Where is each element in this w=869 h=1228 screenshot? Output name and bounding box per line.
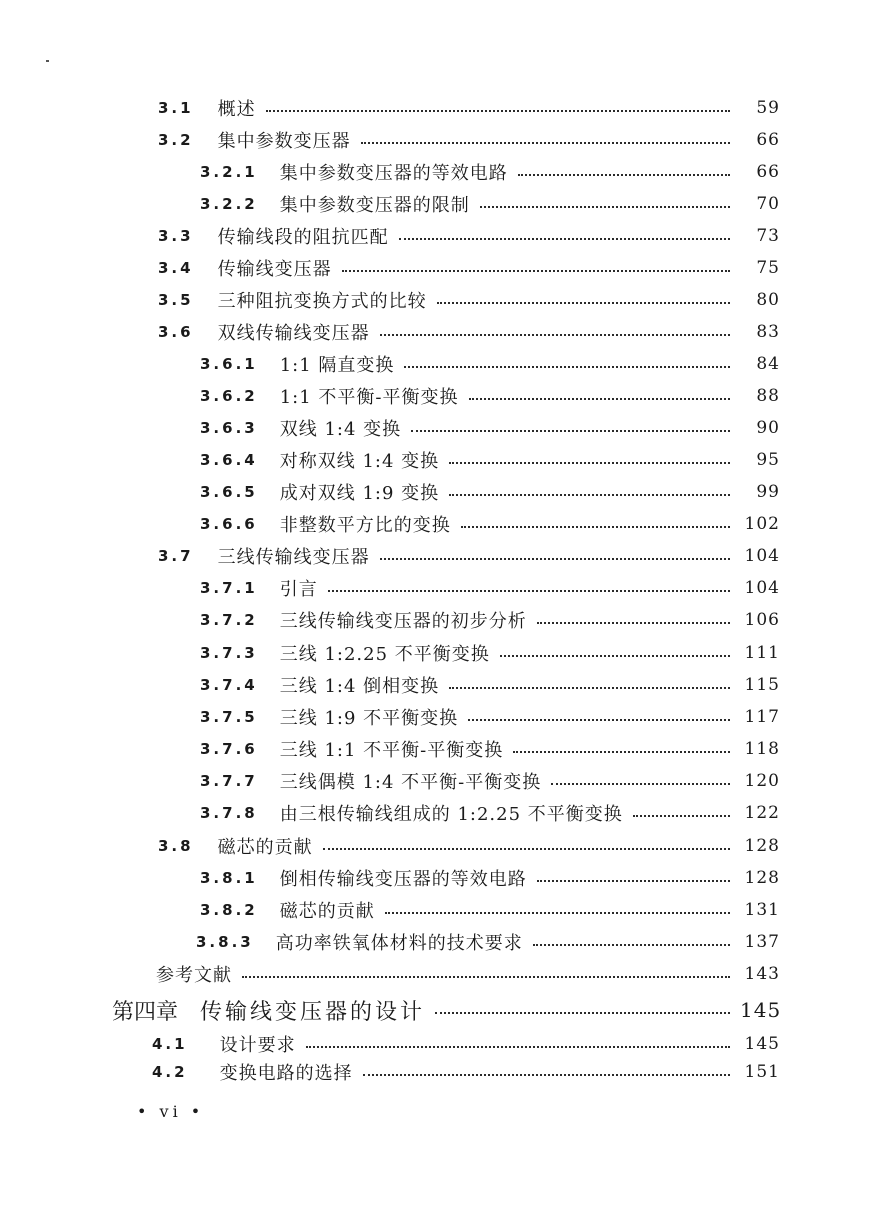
dot-leader xyxy=(518,174,730,176)
toc-number: 3.6.1 xyxy=(200,355,258,373)
toc-number: 3.6.2 xyxy=(200,387,258,405)
dot-leader xyxy=(449,462,730,464)
toc-entry-3-7-1 xyxy=(200,574,780,602)
toc-title: 磁芯的贡献 xyxy=(279,901,375,922)
toc-entry-chapter-4 xyxy=(112,994,780,1026)
toc-page-number: 137 xyxy=(744,932,780,952)
toc-page-number: 106 xyxy=(744,610,780,630)
toc-number: 3.7 xyxy=(158,547,194,565)
dot-leader xyxy=(242,976,730,978)
toc-page-number: 120 xyxy=(744,771,780,791)
toc-number: 3.4 xyxy=(158,259,194,277)
toc-page-number: 128 xyxy=(744,836,780,856)
dot-leader xyxy=(380,334,730,336)
toc-page-number: 118 xyxy=(744,739,780,759)
toc-entry-4-1 xyxy=(152,1030,780,1058)
toc-page-number: 145 xyxy=(744,1034,780,1054)
toc-number: 3.8.1 xyxy=(200,869,258,887)
toc-number: 3.7.6 xyxy=(200,740,258,758)
toc-number: 3.5 xyxy=(158,291,194,309)
toc-entry-3-7-2 xyxy=(200,606,780,634)
dot-leader xyxy=(461,526,730,528)
toc-page-number: 84 xyxy=(756,354,780,374)
toc-number: 3.6.6 xyxy=(200,515,258,533)
toc-title: 概述 xyxy=(217,99,256,120)
toc-entry-3-7-4 xyxy=(200,671,780,699)
dot-leader xyxy=(380,558,730,560)
toc-page-number: 75 xyxy=(756,258,780,278)
dot-leader xyxy=(449,687,730,689)
toc-page-number: 143 xyxy=(744,964,780,984)
dot-leader xyxy=(437,302,730,304)
toc-number: 3.7.7 xyxy=(200,772,258,790)
toc-number: 3.8.3 xyxy=(196,933,254,951)
scan-mark xyxy=(46,60,49,62)
toc-entry-3-7-3 xyxy=(200,639,780,667)
toc-number: 3.6 xyxy=(158,323,194,341)
toc-entry-3-2-2 xyxy=(200,190,780,218)
toc-page-number: 88 xyxy=(756,386,780,406)
toc-title: 三线 1:1 不平衡-平衡变换 xyxy=(279,740,504,761)
toc-title: 变换电路的选择 xyxy=(219,1063,353,1084)
toc-entry-4-2 xyxy=(152,1058,780,1086)
toc-page-number: 104 xyxy=(744,546,780,566)
toc-entry-3-6-2 xyxy=(200,382,780,410)
toc-page-number: 90 xyxy=(756,418,780,438)
dot-leader xyxy=(328,590,730,592)
toc-title: 1:1 隔直变换 xyxy=(279,355,395,376)
toc-entry-3-8-3 xyxy=(196,928,780,956)
toc-entry-3-6-6 xyxy=(200,510,780,538)
dot-leader xyxy=(306,1046,730,1048)
dot-leader xyxy=(551,783,730,785)
toc-number: 3.8 xyxy=(158,837,194,855)
toc-title: 倒相传输线变压器的等效电路 xyxy=(279,869,527,890)
toc-page-number: 73 xyxy=(756,226,780,246)
toc-number: 3.6.5 xyxy=(200,483,258,501)
toc-page-number: 66 xyxy=(756,162,780,182)
toc-title: 传输线变压器的设计 xyxy=(200,999,426,1025)
toc-page-number: 145 xyxy=(740,998,782,1022)
dot-leader xyxy=(404,366,730,368)
toc-entry-3-7-5 xyxy=(200,703,780,731)
toc-title: 对称双线 1:4 变换 xyxy=(279,451,440,472)
toc-number: 4.1 xyxy=(152,1035,188,1053)
toc-page-number: 131 xyxy=(744,900,780,920)
dot-leader xyxy=(361,142,730,144)
toc-title: 三线 1:2.25 不平衡变换 xyxy=(279,644,490,665)
toc-title: 参考文献 xyxy=(156,965,232,986)
toc-title: 非整数平方比的变换 xyxy=(279,515,451,536)
dot-leader xyxy=(533,944,730,946)
toc-number: 4.2 xyxy=(152,1063,188,1081)
toc-entry-3-2 xyxy=(158,126,780,154)
toc-title: 1:1 不平衡-平衡变换 xyxy=(279,387,459,408)
toc-title: 三线 1:4 倒相变换 xyxy=(279,676,440,697)
toc-page-number: 95 xyxy=(756,450,780,470)
toc-page-number: 66 xyxy=(756,130,780,150)
chapter-label: 第四章 xyxy=(112,999,179,1025)
toc-page-number: 99 xyxy=(756,482,780,502)
dot-leader xyxy=(537,622,730,624)
toc-entry-3-6 xyxy=(158,318,780,346)
page-footer: • vi • xyxy=(137,1102,205,1121)
toc-title: 集中参数变压器的限制 xyxy=(279,195,470,216)
toc-entry-3-3 xyxy=(158,222,780,250)
toc-title: 传输线变压器 xyxy=(217,259,332,280)
toc-number: 3.7.5 xyxy=(200,708,258,726)
dot-leader xyxy=(385,912,730,914)
toc-entry-3-7-6 xyxy=(200,735,780,763)
toc-number: 3.2.2 xyxy=(200,195,258,213)
toc-page-number: 115 xyxy=(744,675,780,695)
toc-number: 3.7.2 xyxy=(200,611,258,629)
toc-number: 3.7.1 xyxy=(200,579,258,597)
toc-number: 3.6.3 xyxy=(200,419,258,437)
toc-title: 集中参数变压器 xyxy=(217,131,351,152)
toc-entry-3-8 xyxy=(158,832,780,860)
toc-title: 成对双线 1:9 变换 xyxy=(279,483,440,504)
toc-title: 双线 1:4 变换 xyxy=(279,419,402,440)
dot-leader xyxy=(468,719,730,721)
toc-title: 高功率铁氧体材料的技术要求 xyxy=(275,933,523,954)
toc-number: 3.3 xyxy=(158,227,194,245)
toc-entry-3-6-4 xyxy=(200,446,780,474)
toc-page-number: 70 xyxy=(756,194,780,214)
toc-page-number: 83 xyxy=(756,322,780,342)
toc-title: 双线传输线变压器 xyxy=(217,323,370,344)
toc-title: 三线传输线变压器 xyxy=(217,547,370,568)
toc-number: 3.7.4 xyxy=(200,676,258,694)
toc-entry-3-2-1 xyxy=(200,158,780,186)
toc-title: 传输线段的阻抗匹配 xyxy=(217,227,389,248)
toc-entry-3-7-7 xyxy=(200,767,780,795)
toc-number: 3.2.1 xyxy=(200,163,258,181)
dot-leader xyxy=(363,1074,730,1076)
toc-entry-3-7 xyxy=(158,542,780,570)
toc-page-number: 111 xyxy=(744,643,780,663)
toc-entry-3-4 xyxy=(158,254,780,282)
dot-leader xyxy=(449,494,730,496)
dot-leader xyxy=(633,815,730,817)
dot-leader xyxy=(399,238,730,240)
toc-entry-3-6-5 xyxy=(200,478,780,506)
toc-page-number: 80 xyxy=(756,290,780,310)
toc-page-number: 128 xyxy=(744,868,780,888)
toc-title: 三种阻抗变换方式的比较 xyxy=(217,291,427,312)
toc-title: 由三根传输线组成的 1:2.25 不平衡变换 xyxy=(279,804,623,825)
toc-number: 3.7.3 xyxy=(200,644,258,662)
toc-page-number: 122 xyxy=(744,803,780,823)
toc-number: 3.8.2 xyxy=(200,901,258,919)
toc-entry-references xyxy=(156,960,780,988)
toc-title: 三线偶模 1:4 不平衡-平衡变换 xyxy=(279,772,542,793)
toc-title: 三线 1:9 不平衡变换 xyxy=(279,708,459,729)
dot-leader xyxy=(342,270,730,272)
toc-entry-3-6-1 xyxy=(200,350,780,378)
toc-number: 3.2 xyxy=(158,131,194,149)
toc-page-number: 104 xyxy=(744,578,780,598)
dot-leader xyxy=(469,398,731,400)
dot-leader xyxy=(266,110,730,112)
toc-page-number: 117 xyxy=(744,707,780,727)
toc-title: 磁芯的贡献 xyxy=(217,837,313,858)
toc-number: 3.6.4 xyxy=(200,451,258,469)
toc-number: 3.1 xyxy=(158,99,194,117)
dot-leader xyxy=(435,1012,730,1014)
toc-entry-3-5 xyxy=(158,286,780,314)
toc-entry-3-1 xyxy=(158,94,780,122)
toc-title: 引言 xyxy=(279,579,318,600)
dot-leader xyxy=(537,880,730,882)
toc-title: 设计要求 xyxy=(219,1035,296,1056)
toc-entry-3-8-1 xyxy=(200,864,780,892)
dot-leader xyxy=(323,848,730,850)
toc-page-number: 102 xyxy=(744,514,780,534)
toc-number: 3.7.8 xyxy=(200,804,258,822)
dot-leader xyxy=(480,206,730,208)
toc-entry-3-6-3 xyxy=(200,414,780,442)
dot-leader xyxy=(411,430,730,432)
dot-leader xyxy=(500,655,730,657)
toc-entry-3-8-2 xyxy=(200,896,780,924)
dot-leader xyxy=(513,751,730,753)
toc-entry-3-7-8 xyxy=(200,799,780,827)
toc-title: 集中参数变压器的等效电路 xyxy=(279,163,508,184)
toc-page-number: 59 xyxy=(756,98,780,118)
toc-title: 三线传输线变压器的初步分析 xyxy=(279,611,527,632)
toc-page-number: 151 xyxy=(744,1062,780,1082)
